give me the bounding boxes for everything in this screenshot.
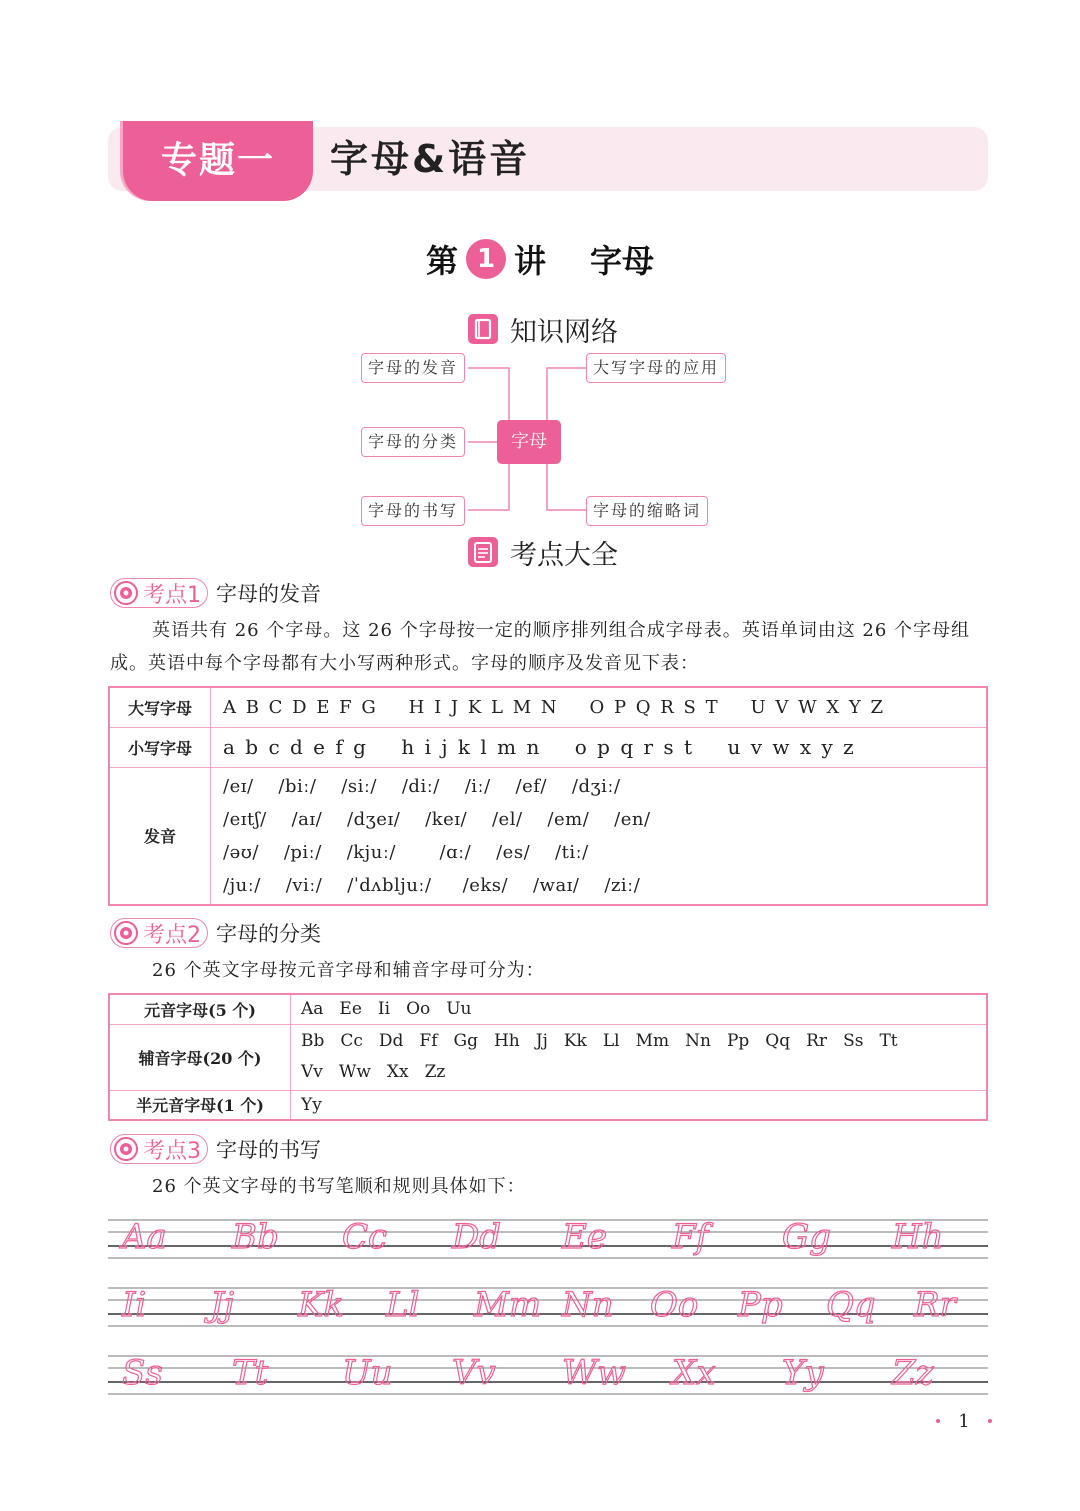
uppercase-letters: A B C D E F G H I J K L M N O P Q R S T U V W X Y Z [211,687,988,727]
vowel-letters [291,994,988,1024]
kaodian-3-title: 字母的书写 [216,1138,321,1162]
section-knowledge-network-label: 知识网络 [510,316,618,348]
consonant-letter: Tt [879,1031,898,1051]
page-dot-right [988,1419,992,1423]
table-row-pronunciation [109,767,987,905]
kaodian-2-head [110,917,321,949]
handwriting-letter: Ss [122,1353,163,1393]
table-row-vowels [109,994,987,1024]
consonant-letter: Ff [419,1031,438,1051]
consonant-letter: Hh [493,1031,520,1051]
lowercase-label: 小写字母 [109,727,211,767]
alphabet-table [108,686,988,906]
handwriting-letter: Kk [298,1285,345,1325]
mindmap-connectors [0,0,1080,560]
consonant-letter: Kk [563,1031,587,1051]
table-row-uppercase [109,687,987,727]
handwriting-letter: Cc [342,1217,388,1257]
table-row-lowercase [109,727,987,767]
target-icon [113,920,139,946]
handwriting-letter: Qq [826,1285,876,1325]
lecture-name: 字母 [590,242,655,280]
consonant-letter: Pp [726,1031,750,1051]
page-dot-left [936,1419,940,1423]
consonant-letter: Jj [535,1031,548,1051]
handwriting-letter: Gg [782,1217,831,1257]
uppercase-label: 大写字母 [109,687,211,727]
handwriting-letter: Ee [562,1217,607,1257]
pronunciation-line-4: /juː/ /viː/ /ˈdʌbljuː/ /eks/ /waɪ/ /ziː/ [223,874,641,896]
consonant-label: 辅音字母(20 个) [109,1024,291,1090]
kaodian-1-label: 考点1 [143,582,201,608]
handwriting-practice [108,1212,988,1402]
consonant-letter: Zz [424,1062,446,1082]
classification-table [108,993,988,1121]
handwriting-letter: Aa [122,1217,167,1257]
vowel-label: 元音字母(5 个) [109,994,291,1024]
lowercase-letters: a b c d e f g h i j k l m n o p q r s t u v w x y z [211,727,988,767]
handwriting-letter: Vv [452,1353,496,1393]
kaodian-1-head [110,577,321,609]
mindmap-node-pronunciation: 字母的发音 [361,353,465,383]
lecture-prefix: 第 [425,242,458,280]
pronunciation-line-2: /eɪtʃ/ /aɪ/ /dʒeɪ/ /keɪ/ /el/ /em/ /en/ [223,808,651,830]
consonant-letter: Qq [765,1031,791,1051]
handwriting-letter: Hh [892,1217,944,1257]
paragraph-intro: 英语共有 26 个字母。这 26 个字母按一定的顺序排列组合成字母表。英语单词由这 26 个字母组成。英语中每个字母都有大小写两种形式。字母的顺序及发音见下表： [110,620,971,674]
handwriting-letter: Xx [672,1353,716,1393]
consonant-letter: Vv [301,1062,323,1082]
mindmap-node-classification: 字母的分类 [361,427,465,457]
consonant-line-1 [301,1026,985,1057]
kaodian-2-title: 字母的分类 [216,922,321,946]
handwriting-letter: Zz [892,1353,934,1393]
topic-title: 字母&语音 [330,137,531,181]
handwriting-letter: Pp [738,1285,783,1325]
pronunciation-label: 发音 [109,767,211,905]
consonant-letter: Dd [378,1031,404,1051]
consonant-letter: Gg [453,1031,478,1051]
consonant-letter: Ll [602,1031,620,1051]
semivowel-letter: Yy [291,1090,988,1120]
semivowel-label: 半元音字母(1 个) [109,1090,291,1120]
handwriting-letter: Ff [672,1217,709,1257]
handwriting-letter: Ww [562,1353,627,1393]
vowel-letter: Ee [339,999,362,1020]
mindmap-node-capital-usage: 大写字母的应用 [586,353,726,383]
topic-tab-label: 专题一 [160,140,275,181]
mindmap-center: 字母 [497,420,561,464]
consonant-letter: Ss [843,1031,864,1051]
lecture-number-badge: 1 [466,239,506,279]
table-row-consonants [109,1024,987,1090]
paragraph-classification: 26 个英文字母按元音字母和辅音字母可分为： [152,960,545,981]
handwriting-letter: Bb [232,1217,279,1257]
handwriting-letter: Mm [474,1285,542,1325]
consonant-line-2 [301,1057,985,1088]
paragraph-writing: 26 个英文字母的书写笔顺和规则具体如下： [152,1176,526,1197]
handwriting-letter: Dd [452,1217,502,1257]
handwriting-letter: Ll [386,1285,420,1325]
clipboard-icon [468,537,498,567]
consonant-letter: Xx [386,1062,409,1082]
consonant-letter: Rr [806,1031,828,1051]
pronunciation-line-3: /əʊ/ /piː/ /kjuː/ /ɑː/ /es/ /tiː/ [223,841,589,863]
page-number-value: 1 [958,1410,970,1432]
vowel-letter: Uu [446,999,472,1020]
handwriting-letter: Ii [122,1285,147,1325]
mindmap-node-writing: 字母的书写 [361,496,465,526]
target-icon [113,580,139,606]
handwriting-letter: Tt [232,1353,269,1393]
consonant-letters [291,1024,988,1090]
consonant-letter: Cc [340,1031,363,1051]
lecture-suffix: 讲 [513,242,546,280]
table-row-semivowel [109,1090,987,1120]
pronunciation-cell [211,767,988,905]
handwriting-letter: Uu [342,1353,393,1393]
handwriting-letter: Oo [650,1285,699,1325]
pronunciation-line-1: /eɪ/ /biː/ /siː/ /diː/ /iː/ /ef/ /dʒiː/ [223,775,621,797]
vowel-letter: Oo [406,999,431,1020]
consonant-letter: Mm [635,1031,670,1051]
consonant-letter: Nn [685,1031,711,1051]
kaodian-3-label: 考点3 [143,1138,201,1164]
kaodian-2-label: 考点2 [143,922,201,948]
target-icon [113,1136,139,1162]
consonant-letter: Bb [301,1031,325,1051]
kaodian-3-head [110,1133,321,1165]
handwriting-letter: Rr [914,1285,956,1325]
kaodian-1-title: 字母的发音 [216,582,321,606]
section-exam-points [468,533,618,571]
section-exam-points-label: 考点大全 [510,539,618,571]
vowel-letter: Aa [301,999,324,1020]
page-number [936,1408,992,1434]
vowel-letter: Ii [377,999,391,1020]
mindmap-node-abbreviations: 字母的缩略词 [586,496,708,526]
consonant-letter: Ww [338,1062,371,1082]
handwriting-letter: Jj [210,1285,235,1325]
handwriting-letter: Yy [782,1353,824,1393]
handwriting-letter: Nn [562,1285,614,1325]
